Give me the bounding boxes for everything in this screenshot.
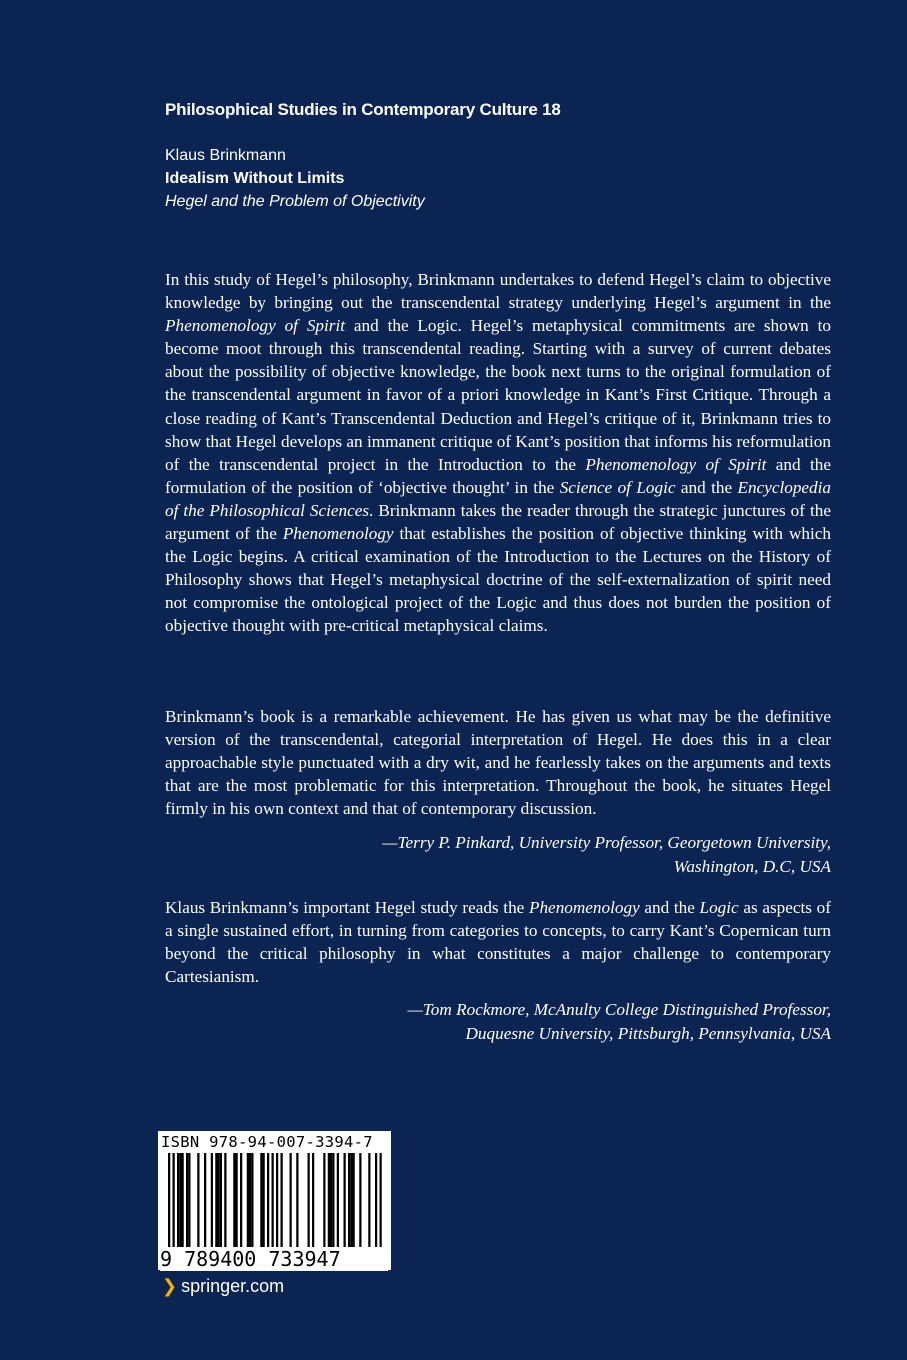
barcode-bar [260, 1153, 262, 1247]
italic-title: Phenomenology [282, 524, 394, 544]
barcode-bar [328, 1153, 330, 1247]
barcode-bar [337, 1153, 339, 1247]
series-title: Philosophical Studies in Contemporary Culture 18 [165, 100, 561, 119]
barcode-bar [323, 1153, 325, 1247]
barcode-bar [330, 1153, 332, 1247]
book-description [165, 268, 831, 638]
barcode-bar [272, 1153, 274, 1257]
barcode-bar [218, 1153, 220, 1247]
barcode-bar [267, 1153, 269, 1247]
barcode-bar [249, 1153, 251, 1247]
barcode-bar [186, 1153, 188, 1247]
barcode-bar [220, 1153, 222, 1247]
barcode-bar [276, 1153, 278, 1257]
barcode-bars [164, 1153, 386, 1257]
barcode-bar [211, 1153, 213, 1247]
barcode-bar [308, 1153, 310, 1247]
barcode-bar [182, 1153, 184, 1247]
attribution-line: —Tom Rockmore, McAnulty College Distinguished Professor, [407, 1000, 831, 1019]
barcode-bar [332, 1153, 334, 1247]
italic-title: Encyclopedia of the Philosophical Sciences [165, 477, 832, 520]
barcode-bar [380, 1153, 382, 1257]
barcode-bar [197, 1153, 199, 1247]
barcode-bar [204, 1153, 206, 1247]
italic-title: Phenomenology of Spirit [585, 454, 767, 474]
author-name: Klaus Brinkmann [165, 147, 286, 164]
barcode-bar [263, 1153, 265, 1247]
barcode-bar [348, 1153, 350, 1247]
text-run: and the [675, 477, 738, 497]
barcode-bar [312, 1153, 314, 1247]
isbn-barcode [158, 1131, 391, 1270]
isbn-label: ISBN 978-94-007-3394-7 [161, 1133, 373, 1151]
barcode-bar [215, 1153, 217, 1247]
text-run: . Brinkmann takes the reader through the strategic junctures of the argument of the [165, 500, 832, 544]
italic-title: Phenomenology [528, 898, 640, 917]
barcode-bar [296, 1153, 298, 1247]
barcode-bar [177, 1153, 179, 1247]
text-run: In this study of Hegel’s philosophy, Brinkmann undertakes to defend Hegel’s claim to objective knowledge by bringing out the transcendental strategy underlying Hegel’s argument in the [165, 270, 831, 313]
barcode-bar [224, 1153, 226, 1247]
text-run: Brinkmann’s book is a remarkable achievement. He has given us what may be the definitive version of the transcendental, categorial interpretation of Hegel. He does this in a clear approachable style punctuated with a dry wit, and he fearlessly takes on the arguments and texts that are the most problematic for this interpretation. Throughout the book, he situates Hegel firmly in his own context and that of contemporary discussion. [165, 707, 831, 819]
review-rockmore-attribution [165, 998, 831, 1045]
barcode-bar [350, 1153, 352, 1247]
publisher-url: springer.com [181, 1276, 285, 1296]
attribution-line: Washington, D.C, USA [673, 856, 831, 876]
barcode-bar [233, 1153, 235, 1247]
barcode-bar [344, 1153, 346, 1247]
italic-title: Logic [699, 898, 739, 917]
barcode-bar [251, 1153, 253, 1247]
attribution-line: Duquesne University, Pittsburgh, Pennsylvania, USA [465, 1023, 831, 1043]
text-run: and the Logic. Hegel’s metaphysical commitments are shown to become moot through this transcendental reading. Starting with a survey of current debates about the possibility of objective knowledge, the book next turns to the original formulation of the transcendental argument in favor of a priori knowledge in Kant’s First Critique. Through a close reading of Kant’s Transcendental Deduction and Hegel’s critique of it, Brinkmann tries to show that Hegel develops an immanent critique of Kant’s position that informs his reformulation of the transcendental project in the Introduction to the [165, 316, 831, 474]
text-run: and the [639, 898, 700, 917]
barcode-bar [353, 1153, 355, 1247]
text-run: that establishes the position of objective thinking with which the Logic begins. A critical examination of the Introduction to the Lectures on the History of Philosophy shows that Hegel’s metaphysical doctrine of the self-externalization of spirit need not compromise the ontological project of the Logic and thus does not burden the position of objective thought with pre-critical metaphysical claims. [165, 524, 831, 636]
text-run: as aspects of a single sustained effort, in turning from categories to concepts, to carry Kant’s Copernican turn beyond the critical philosophy in what constitutes a major challenge to contemporary Cartesianism. [165, 898, 831, 987]
barcode-bar [247, 1153, 249, 1247]
book-title: Idealism Without Limits [165, 170, 345, 187]
review-pinkard-attribution [165, 831, 831, 878]
barcode-bar [179, 1153, 181, 1247]
ean-number: 9 789400 733947 [160, 1247, 388, 1271]
publisher-link[interactable] [162, 1276, 284, 1297]
review-rockmore [165, 896, 831, 988]
barcode-bar [188, 1153, 190, 1247]
barcode-bar [240, 1153, 242, 1247]
barcode-bar [236, 1153, 238, 1247]
barcode-bar [359, 1153, 361, 1247]
italic-title: Phenomenology of Spirit [165, 316, 346, 336]
text-run: Klaus Brinkmann’s important Hegel study reads the [165, 898, 529, 917]
barcode-bar [368, 1153, 370, 1247]
review-pinkard [165, 705, 831, 820]
barcode-bar [281, 1153, 283, 1247]
italic-title: Science of Logic [559, 477, 676, 497]
barcode-bar [375, 1153, 377, 1257]
text-run: and the formulation of the position of ‘objective thought’ in the [165, 454, 831, 497]
barcode-bar [290, 1153, 292, 1247]
attribution-line: —Terry P. Pinkard, University Professor, Georgetown University, [382, 833, 831, 852]
chevron-right-icon: ❯ [162, 1276, 178, 1296]
book-subtitle: Hegel and the Problem of Objectivity [165, 193, 425, 210]
barcode-bar [173, 1153, 175, 1257]
barcode-bar [168, 1153, 170, 1257]
